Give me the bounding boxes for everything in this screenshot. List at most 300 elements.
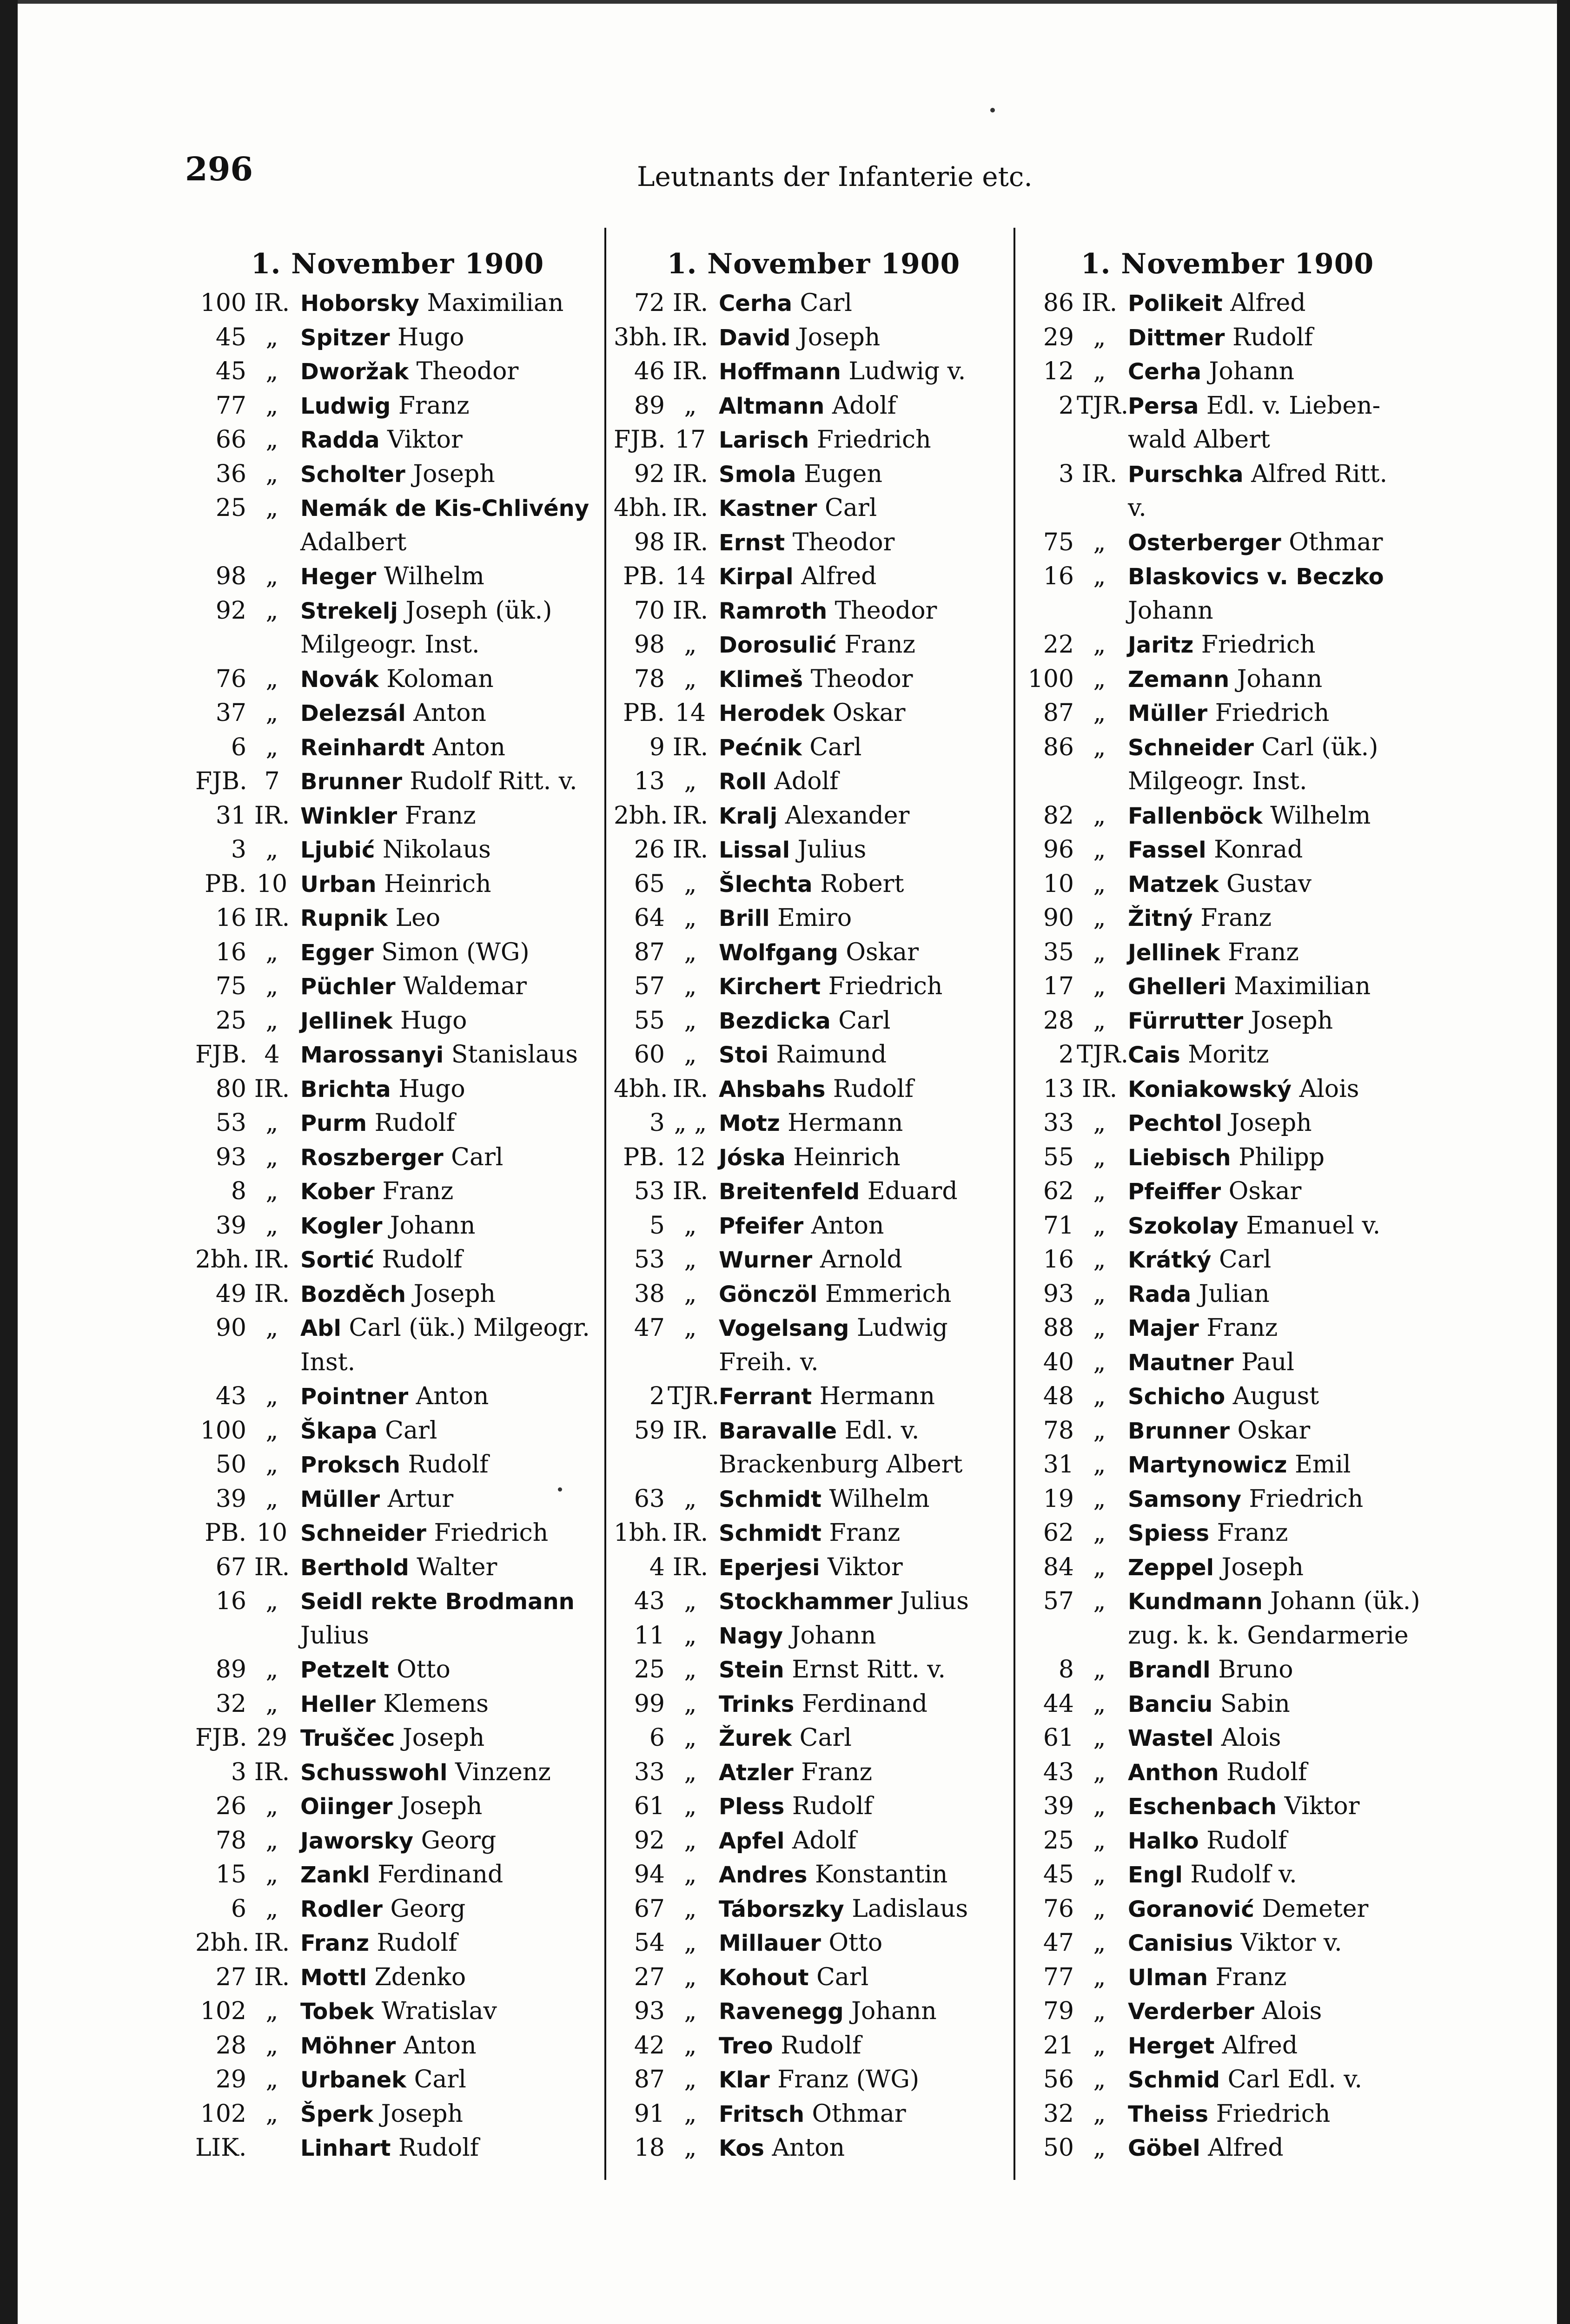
regiment-number: 77 <box>215 391 246 420</box>
given-name: Hermann <box>819 1382 935 1410</box>
surname: Kastner <box>719 495 817 522</box>
regiment-mark: „ <box>265 1314 278 1342</box>
officer-name <box>716 1482 1014 1517</box>
list-item <box>614 1926 1014 1961</box>
regiment-number: 35 <box>1043 938 1074 966</box>
surname: David <box>719 324 791 351</box>
regiment-mark: IR. <box>672 801 709 830</box>
given-name: Georg <box>421 1826 497 1855</box>
given-name: Leo <box>395 904 441 932</box>
given-name: Hermann <box>788 1109 903 1137</box>
officer-name <box>298 1380 600 1414</box>
regiment-mark: „ <box>1093 323 1106 351</box>
regiment-number: 78 <box>215 1826 246 1855</box>
officer-name <box>716 560 1014 594</box>
officer-name <box>1125 1585 1432 1619</box>
regiment-number: 77 <box>1043 1963 1074 1991</box>
given-name: Joseph (ük.) <box>405 596 552 625</box>
regiment-mark: „ <box>265 460 278 488</box>
regiment-mark: „ <box>684 1963 697 1991</box>
regiment-number: FJB. <box>614 426 666 454</box>
regiment-number: 55 <box>634 1006 665 1035</box>
surname: Schicho <box>1128 1384 1226 1410</box>
regiment-number: 17 <box>1043 972 1074 1000</box>
list-item <box>195 1619 600 1653</box>
list-item <box>614 1858 1014 1892</box>
regiment-number: 27 <box>215 1963 246 1991</box>
officer-name <box>1125 1789 1432 1824</box>
regiment-mark: „ <box>1093 699 1106 727</box>
list-item <box>195 2063 600 2097</box>
regiment-mark: „ <box>265 1451 278 1479</box>
given-name: Wilhelm <box>384 562 484 590</box>
regiment-number: 28 <box>1043 1006 1074 1035</box>
list-item <box>1023 355 1432 389</box>
regiment-mark: „ <box>1093 836 1106 864</box>
list-item <box>1023 731 1432 765</box>
regiment-number: 10 <box>1043 870 1074 898</box>
officer-name <box>298 1448 600 1482</box>
surname: Táborszky <box>719 1896 844 1922</box>
regiment-number: 16 <box>1043 562 1074 590</box>
regiment-number: 100 <box>1027 665 1074 693</box>
officer-name <box>1125 1551 1432 1585</box>
entry-list <box>195 286 600 2166</box>
regiment-mark: „ <box>265 596 278 625</box>
list-item <box>195 970 600 1004</box>
regiment-mark: „ <box>1093 1690 1106 1718</box>
given-name: Carl (ük.) Milgeogr. <box>349 1314 590 1342</box>
regiment-number: 56 <box>1043 2066 1074 2093</box>
regiment-number: 100 <box>200 289 246 317</box>
list-item <box>614 1994 1014 2029</box>
regiment-mark: „ <box>684 1895 697 1923</box>
officer-name <box>716 1789 1014 1824</box>
given-name: Nikolaus <box>383 836 491 864</box>
list-item <box>1023 936 1432 970</box>
list-item <box>614 970 1014 1004</box>
list-item <box>1023 560 1432 594</box>
officer-name <box>716 2131 1014 2166</box>
regiment-mark: „ <box>265 494 278 522</box>
regiment-number: 6 <box>231 733 246 761</box>
given-name: Franz <box>844 631 915 659</box>
officer-name <box>298 1687 600 1722</box>
list-item <box>195 1687 600 1722</box>
given-name: Carl (ük.) <box>1261 733 1378 761</box>
list-item <box>195 1653 600 1687</box>
list-item <box>195 1516 600 1551</box>
officer-name <box>716 936 1014 970</box>
given-name: Carl <box>385 1416 437 1445</box>
regiment-mark: „ <box>1093 1314 1106 1342</box>
regiment-number: 45 <box>215 357 246 385</box>
regiment-number: 59 <box>634 1416 665 1445</box>
given-name: Carl <box>800 289 852 317</box>
regiment-mark: IR. <box>1081 1075 1118 1103</box>
given-name: Rudolf <box>792 1792 873 1820</box>
surname: Kundmann <box>1128 1589 1263 1615</box>
entry-continuation: Brackenburg Albert <box>719 1451 963 1479</box>
surname: Kralj <box>719 803 778 829</box>
officer-name <box>298 799 600 833</box>
regiment-mark: 29 <box>256 1724 288 1752</box>
officer-name <box>716 1858 1014 1892</box>
list-item <box>614 1585 1014 1619</box>
surname: Bezdicka <box>719 1008 831 1034</box>
list-item <box>195 1551 600 1585</box>
list-item <box>614 355 1014 389</box>
surname: Ludwig <box>300 393 391 419</box>
regiment-number: 86 <box>1043 289 1074 317</box>
entry-continuation: Inst. <box>300 1348 356 1376</box>
officer-name <box>298 696 600 731</box>
surname: Jellinek <box>1128 939 1220 966</box>
regiment-number: 76 <box>215 665 246 693</box>
list-item <box>614 901 1014 936</box>
officer-name <box>298 1926 600 1961</box>
running-title: Leutnants der Infanterie etc. <box>637 161 1033 192</box>
list-item <box>614 1756 1014 1790</box>
officer-name <box>716 1516 1014 1551</box>
given-name: Theodor <box>810 665 913 693</box>
given-name: Carl <box>799 1724 852 1752</box>
surname: Szokolay <box>1128 1213 1239 1239</box>
given-name: Alois <box>1221 1724 1281 1752</box>
surname: Eschenbach <box>1128 1794 1277 1820</box>
regiment-number: LIK. <box>195 2134 247 2162</box>
regiment-mark: IR. <box>254 1758 290 1786</box>
surname: Verderber <box>1128 1999 1254 2025</box>
regiment-mark: 7 <box>264 767 280 795</box>
regiment-mark: „ <box>1093 733 1106 761</box>
regiment-mark: „ <box>1093 904 1106 932</box>
given-name: Hugo <box>398 1075 465 1103</box>
regiment-mark: „ <box>1093 870 1106 898</box>
given-name: Klemens <box>383 1690 489 1718</box>
list-item <box>195 1961 600 1995</box>
regiment-number: 5 <box>649 1211 665 1240</box>
surname: Pless <box>719 1794 785 1820</box>
given-name: Gustav <box>1226 870 1312 898</box>
given-name: Oskar <box>832 699 906 727</box>
given-name: Franz <box>398 391 470 420</box>
regiment-number: 13 <box>634 767 665 795</box>
officer-name <box>1125 1687 1432 1722</box>
regiment-number: 25 <box>215 1006 246 1035</box>
regiment-mark: „ <box>1093 1519 1106 1547</box>
officer-name <box>716 1551 1014 1585</box>
given-name: Zdenko <box>374 1963 466 1991</box>
officer-name <box>716 731 1014 765</box>
list-item <box>195 355 600 389</box>
surname: Kirpal <box>719 564 794 590</box>
list-item <box>614 1209 1014 1243</box>
column-1 <box>195 246 600 2166</box>
regiment-number: 9 <box>649 733 665 761</box>
regiment-number: 98 <box>634 528 665 556</box>
entry-continuation: Freih. v. <box>719 1348 819 1376</box>
list-item <box>195 2097 600 2132</box>
regiment-number: 44 <box>1043 1690 1074 1718</box>
list-item <box>195 1414 600 1448</box>
regiment-mark: IR. <box>254 1553 290 1581</box>
given-name: Ludwig v. <box>848 357 966 385</box>
regiment-number: 4bh. <box>614 1075 668 1103</box>
regiment-mark: „ <box>1093 1382 1106 1410</box>
list-item <box>614 321 1014 355</box>
given-name: Vinzenz <box>455 1758 551 1786</box>
list-item <box>614 1653 1014 1687</box>
surname: Rada <box>1128 1281 1192 1307</box>
given-name: Emiro <box>777 904 852 932</box>
list-item <box>614 1346 1014 1380</box>
given-name: Otto <box>397 1656 450 1684</box>
regiment-number: 75 <box>215 972 246 1000</box>
regiment-mark: „ <box>265 1656 278 1684</box>
given-name: Joseph <box>381 2100 463 2128</box>
list-item <box>195 662 600 697</box>
surname: Nemák de Kis-Chlivény <box>300 495 590 522</box>
list-item <box>195 389 600 423</box>
given-name: Julian <box>1199 1280 1270 1308</box>
surname: Altmann <box>719 393 825 419</box>
list-item <box>1023 1585 1432 1619</box>
regiment-number: 11 <box>634 1621 665 1650</box>
surname: Apfel <box>719 1828 785 1854</box>
list-item <box>614 491 1014 526</box>
regiment-mark: „ <box>684 1997 697 2025</box>
surname: Schneider <box>300 1520 426 1546</box>
officer-name <box>298 594 600 628</box>
entry-continuation: Julius <box>300 1621 369 1650</box>
given-name: Rudolf <box>1206 1826 1287 1855</box>
scan-speck <box>990 108 995 112</box>
regiment-number: 2 <box>1058 391 1074 420</box>
given-name: Franz (WG) <box>777 2066 920 2093</box>
regiment-number: 6 <box>231 1895 246 1923</box>
given-name: Franz <box>829 1519 901 1547</box>
list-item <box>614 389 1014 423</box>
surname: Marossanyi <box>300 1042 444 1068</box>
officer-name <box>298 2063 600 2097</box>
regiment-mark: „ <box>684 665 697 693</box>
surname: Brandl <box>1128 1657 1211 1683</box>
regiment-mark: „ <box>265 357 278 385</box>
list-item <box>195 1482 600 1517</box>
surname: Franz <box>300 1930 369 1956</box>
officer-name <box>716 2097 1014 2132</box>
surname: Delezsál <box>300 700 406 726</box>
surname: Breitenfeld <box>719 1179 860 1205</box>
officer-name <box>1125 628 1432 662</box>
officer-name <box>298 833 600 867</box>
regiment-number: 3 <box>231 836 246 864</box>
officer-name <box>298 423 600 457</box>
list-item <box>195 286 600 321</box>
officer-name <box>716 901 1014 936</box>
regiment-number: 92 <box>215 596 246 625</box>
list-item <box>195 1175 600 1209</box>
regiment-mark: „ <box>265 1861 278 1888</box>
given-name: Theodor <box>792 528 895 556</box>
regiment-mark: „ <box>684 1006 697 1035</box>
regiment-number: 3 <box>649 1109 665 1137</box>
given-name: Sabin <box>1220 1690 1290 1718</box>
regiment-number: 36 <box>215 460 246 488</box>
list-item <box>1023 799 1432 833</box>
surname: Goranović <box>1128 1896 1254 1922</box>
given-name: Anton <box>413 699 487 727</box>
surname: Ghelleri <box>1128 974 1226 1000</box>
entry-continuation: Adalbert <box>300 528 407 556</box>
list-item <box>195 1721 600 1756</box>
given-name: Ferdinand <box>378 1861 503 1888</box>
regiment-mark: „ <box>684 1280 697 1308</box>
given-name: Adolf <box>832 391 896 420</box>
surname: Nagy <box>719 1623 783 1649</box>
surname: Sortić <box>300 1247 375 1273</box>
surname: Berthold <box>300 1554 409 1581</box>
surname: Larisch <box>719 427 809 453</box>
given-name: Alfred Ritt. <box>1251 460 1388 488</box>
given-name: Johann <box>1209 357 1295 385</box>
regiment-mark: IR. <box>254 904 290 932</box>
given-name: Edl. v. <box>844 1416 920 1445</box>
regiment-number: 45 <box>215 323 246 351</box>
regiment-number: 15 <box>215 1861 246 1888</box>
list-item <box>614 1311 1014 1346</box>
surname: Heger <box>300 564 377 590</box>
regiment-number: 4 <box>649 1553 665 1581</box>
regiment-mark: „ <box>1093 1963 1106 1991</box>
given-name: Eduard <box>867 1177 958 1205</box>
given-name: Demeter <box>1262 1895 1369 1923</box>
regiment-number: 93 <box>634 1997 665 2025</box>
officer-name <box>716 1141 1014 1175</box>
list-item <box>1023 594 1432 628</box>
given-name: Philipp <box>1239 1143 1325 1171</box>
regiment-mark: „ „ <box>674 1109 707 1137</box>
regiment-mark: „ <box>265 1587 278 1615</box>
surname: Wurner <box>719 1247 813 1273</box>
officer-name <box>1125 1038 1432 1072</box>
surname: Stockhammer <box>719 1589 893 1615</box>
regiment-mark: IR. <box>254 289 290 317</box>
entry-list <box>614 286 1014 2166</box>
officer-name <box>1125 526 1432 560</box>
surname: Zeppel <box>1128 1554 1214 1581</box>
officer-name <box>298 1482 600 1517</box>
given-name: Emil <box>1294 1451 1351 1479</box>
officer-name <box>298 1551 600 1585</box>
given-name: Alfred <box>1230 289 1306 317</box>
list-item <box>1023 526 1432 560</box>
officer-name <box>1125 1448 1432 1482</box>
regiment-mark: „ <box>684 1690 697 1718</box>
officer-name <box>298 286 600 321</box>
regiment-mark: IR. <box>672 460 709 488</box>
surname: Kirchert <box>719 974 821 1000</box>
officer-name <box>298 1175 600 1209</box>
regiment-mark: „ <box>1093 1758 1106 1786</box>
regiment-mark: „ <box>1093 1143 1106 1171</box>
regiment-mark: „ <box>1093 528 1106 556</box>
surname: Fallenböck <box>1128 803 1263 829</box>
surname: Proksch <box>300 1452 400 1478</box>
regiment-number: 32 <box>1043 2100 1074 2128</box>
list-item <box>195 1209 600 1243</box>
list-item <box>1023 1243 1432 1277</box>
regiment-number: 60 <box>634 1041 665 1069</box>
regiment-mark: „ <box>265 1485 278 1513</box>
list-item <box>1023 1004 1432 1038</box>
list-item <box>195 2131 600 2166</box>
regiment-number: 53 <box>634 1177 665 1205</box>
regiment-number: 40 <box>1043 1348 1074 1376</box>
regiment-mark: „ <box>684 1485 697 1513</box>
regiment-mark: „ <box>265 665 278 693</box>
given-name: Theodor <box>416 357 519 385</box>
surname: Pfeifer <box>719 1213 804 1239</box>
list-item <box>195 1243 600 1277</box>
given-name: Rudolf <box>398 2134 479 2162</box>
regiment-number: PB. <box>205 1519 246 1547</box>
column-3 <box>1023 246 1432 2166</box>
list-item <box>614 731 1014 765</box>
regiment-number: 8 <box>231 1177 246 1205</box>
list-item <box>614 560 1014 594</box>
officer-name <box>716 526 1014 560</box>
regiment-number: 43 <box>1043 1758 1074 1786</box>
given-name: Franz <box>404 801 476 830</box>
list-item <box>614 2131 1014 2166</box>
regiment-mark: „ <box>1093 1997 1106 2025</box>
list-item <box>614 526 1014 560</box>
given-name: Eugen <box>803 460 882 488</box>
officer-name <box>1125 1106 1432 1141</box>
regiment-number: 39 <box>215 1211 246 1240</box>
regiment-number: 64 <box>634 904 665 932</box>
officer-name <box>716 423 1014 457</box>
list-item <box>1023 491 1432 526</box>
given-name: Carl <box>838 1006 891 1035</box>
regiment-number: 87 <box>634 938 665 966</box>
list-item <box>195 1311 600 1346</box>
surname: Brill <box>719 905 770 931</box>
regiment-mark: „ <box>265 1143 278 1171</box>
officer-name <box>716 2029 1014 2063</box>
regiment-mark: „ <box>684 1314 697 1342</box>
regiment-mark: „ <box>1093 1929 1106 1957</box>
regiment-number: 53 <box>215 1109 246 1137</box>
list-item <box>195 594 600 628</box>
regiment-mark: „ <box>684 1724 697 1752</box>
regiment-mark: „ <box>684 2134 697 2162</box>
scan-top-edge <box>0 0 1570 4</box>
regiment-number: FJB. <box>195 1724 247 1752</box>
given-name: Rudolf <box>1232 323 1313 351</box>
regiment-mark: „ <box>1093 665 1106 693</box>
surname: Blaskovics v. Beczko <box>1128 564 1384 590</box>
surname: Zemann <box>1128 666 1230 693</box>
regiment-mark: IR. <box>672 494 709 522</box>
given-name: Friedrich <box>828 972 943 1000</box>
entry-continuation: Milgeogr. Inst. <box>300 631 480 659</box>
officer-name <box>1125 799 1432 833</box>
surname: Rupnik <box>300 905 388 931</box>
given-name: Joseph <box>402 1724 485 1752</box>
